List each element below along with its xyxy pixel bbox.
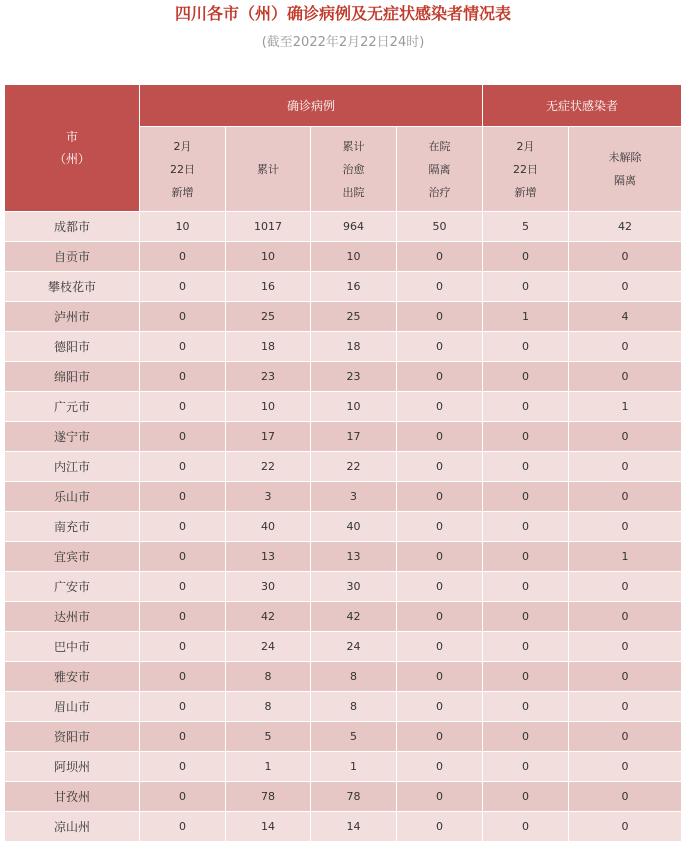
- table-row: [5, 662, 682, 692]
- table-row: [5, 242, 682, 272]
- col-hospital-header: [397, 127, 483, 212]
- col-asym-new-line2: 22日: [513, 162, 539, 176]
- cell-new: 0: [140, 572, 226, 602]
- cell-hospital: 0: [397, 242, 483, 272]
- col-recovered-line3: 出院: [342, 185, 365, 199]
- cell-city: 凉山州: [5, 812, 140, 842]
- cell-asym-iso: 0: [569, 752, 682, 782]
- cell-recovered: 18: [311, 332, 397, 362]
- cell-city: 阿坝州: [5, 752, 140, 782]
- cell-total: 14: [226, 812, 311, 842]
- table-row: [5, 782, 682, 812]
- cell-city: 资阳市: [5, 722, 140, 752]
- cell-recovered: 22: [311, 452, 397, 482]
- table-row: [5, 812, 682, 842]
- cell-hospital: 0: [397, 692, 483, 722]
- cell-asym-iso: 0: [569, 602, 682, 632]
- cell-hospital: 0: [397, 572, 483, 602]
- cell-new: 0: [140, 542, 226, 572]
- table-row: [5, 272, 682, 302]
- cell-total: 42: [226, 602, 311, 632]
- cell-asym-new: 0: [483, 242, 569, 272]
- case-table: [4, 84, 682, 842]
- col-new-line3: 新增: [171, 185, 194, 199]
- cell-total: 18: [226, 332, 311, 362]
- cell-city: 广安市: [5, 572, 140, 602]
- cell-asym-iso: 0: [569, 692, 682, 722]
- cell-asym-iso: 0: [569, 632, 682, 662]
- cell-hospital: 0: [397, 632, 483, 662]
- cell-asym-new: 0: [483, 482, 569, 512]
- cell-recovered: 10: [311, 242, 397, 272]
- cell-hospital: 0: [397, 332, 483, 362]
- table-row: [5, 692, 682, 722]
- col-asym-new-line1: 2月: [516, 139, 535, 153]
- col-new-line1: 2月: [173, 139, 192, 153]
- cell-total: 30: [226, 572, 311, 602]
- cell-city: 德阳市: [5, 332, 140, 362]
- cell-hospital: 0: [397, 782, 483, 812]
- cell-total: 40: [226, 512, 311, 542]
- cell-hospital: 0: [397, 452, 483, 482]
- cell-total: 16: [226, 272, 311, 302]
- cell-city: 广元市: [5, 392, 140, 422]
- cell-asym-new: 0: [483, 722, 569, 752]
- cell-new: 0: [140, 332, 226, 362]
- cell-new: 0: [140, 362, 226, 392]
- cell-new: 0: [140, 662, 226, 692]
- cell-recovered: 1: [311, 752, 397, 782]
- cell-hospital: 0: [397, 752, 483, 782]
- cell-city: 成都市: [5, 212, 140, 242]
- col-asym-iso-line1: 未解除: [608, 151, 642, 164]
- cell-asym-new: 0: [483, 602, 569, 632]
- cell-asym-new: 0: [483, 662, 569, 692]
- table-row: [5, 362, 682, 392]
- cell-total: 25: [226, 302, 311, 332]
- cell-asym-new: 0: [483, 392, 569, 422]
- col-asym-new-line3: 新增: [514, 185, 537, 199]
- cell-asym-iso: 0: [569, 572, 682, 602]
- col-recovered-line2: 治愈: [342, 162, 365, 176]
- cell-asym-iso: 1: [569, 392, 682, 422]
- table-body: [5, 212, 682, 842]
- cell-asym-new: 0: [483, 812, 569, 842]
- cell-asym-new: 0: [483, 422, 569, 452]
- cell-recovered: 13: [311, 542, 397, 572]
- cell-asym-iso: 0: [569, 512, 682, 542]
- cell-recovered: 14: [311, 812, 397, 842]
- table-row: [5, 482, 682, 512]
- cell-new: 0: [140, 782, 226, 812]
- cell-new: 0: [140, 242, 226, 272]
- cell-asym-iso: 0: [569, 242, 682, 272]
- cell-asym-iso: 4: [569, 302, 682, 332]
- col-new-line2: 22日: [170, 162, 195, 176]
- cell-asym-new: 0: [483, 362, 569, 392]
- city-header: [5, 85, 140, 212]
- col-total-header: 累计: [226, 127, 311, 212]
- cell-asym-iso: 0: [569, 722, 682, 752]
- cell-hospital: 0: [397, 302, 483, 332]
- table-row: [5, 392, 682, 422]
- cell-total: 78: [226, 782, 311, 812]
- cell-recovered: 40: [311, 512, 397, 542]
- cell-asym-new: 0: [483, 572, 569, 602]
- table-row: [5, 602, 682, 632]
- cell-city: 宜宾市: [5, 542, 140, 572]
- col-asym-isolation-header: [569, 127, 682, 212]
- table-row: [5, 332, 682, 362]
- cell-asym-new: 0: [483, 332, 569, 362]
- cell-total: 1: [226, 752, 311, 782]
- cell-recovered: 30: [311, 572, 397, 602]
- cell-hospital: 0: [397, 392, 483, 422]
- cell-city: 攀枝花市: [5, 272, 140, 302]
- cell-recovered: 8: [311, 662, 397, 692]
- cell-asym-iso: 1: [569, 542, 682, 572]
- cell-asym-new: 0: [483, 752, 569, 782]
- cell-hospital: 0: [397, 812, 483, 842]
- cell-hospital: 0: [397, 362, 483, 392]
- cell-new: 0: [140, 722, 226, 752]
- cell-total: 23: [226, 362, 311, 392]
- cell-hospital: 0: [397, 722, 483, 752]
- cell-recovered: 25: [311, 302, 397, 332]
- cell-asym-iso: 42: [569, 212, 682, 242]
- cell-recovered: 78: [311, 782, 397, 812]
- cell-city: 南充市: [5, 512, 140, 542]
- cell-total: 10: [226, 392, 311, 422]
- cell-new: 0: [140, 272, 226, 302]
- cell-asym-iso: 0: [569, 332, 682, 362]
- cell-city: 甘孜州: [5, 782, 140, 812]
- cell-city: 乐山市: [5, 482, 140, 512]
- cell-hospital: 0: [397, 422, 483, 452]
- page-subtitle: (截至2022年2月22日24时): [261, 35, 425, 50]
- cell-asym-iso: 0: [569, 452, 682, 482]
- cell-recovered: 24: [311, 632, 397, 662]
- confirmed-group-header: 确诊病例: [140, 85, 483, 127]
- cell-recovered: 42: [311, 602, 397, 632]
- table-row: [5, 752, 682, 782]
- asymptomatic-group-header: 无症状感染者: [483, 85, 682, 127]
- cell-new: 0: [140, 692, 226, 722]
- table-row: [5, 422, 682, 452]
- table-row: [5, 212, 682, 242]
- cell-city: 遂宁市: [5, 422, 140, 452]
- cell-total: 17: [226, 422, 311, 452]
- cell-asym-new: 0: [483, 692, 569, 722]
- col-recovered-header: [311, 127, 397, 212]
- cell-total: 1017: [226, 212, 311, 242]
- cell-total: 8: [226, 662, 311, 692]
- cell-asym-new: 1: [483, 302, 569, 332]
- cell-city: 雅安市: [5, 662, 140, 692]
- cell-asym-new: 0: [483, 632, 569, 662]
- table-row: [5, 542, 682, 572]
- table-row: [5, 302, 682, 332]
- city-header-line2: （州）: [53, 152, 90, 166]
- cell-asym-iso: 0: [569, 362, 682, 392]
- cell-hospital: 0: [397, 602, 483, 632]
- cell-new: 0: [140, 632, 226, 662]
- cell-new: 0: [140, 392, 226, 422]
- cell-asym-new: 0: [483, 272, 569, 302]
- cell-total: 5: [226, 722, 311, 752]
- cell-total: 8: [226, 692, 311, 722]
- col-asym-new-header: [483, 127, 569, 212]
- cell-total: 24: [226, 632, 311, 662]
- cell-total: 10: [226, 242, 311, 272]
- cell-asym-new: 5: [483, 212, 569, 242]
- cell-total: 13: [226, 542, 311, 572]
- cell-recovered: 23: [311, 362, 397, 392]
- cell-asym-new: 0: [483, 452, 569, 482]
- cell-asym-new: 0: [483, 782, 569, 812]
- col-hospital-line1: 在院: [428, 139, 451, 153]
- cell-recovered: 10: [311, 392, 397, 422]
- cell-city: 自贡市: [5, 242, 140, 272]
- cell-asym-iso: 0: [569, 482, 682, 512]
- cell-recovered: 16: [311, 272, 397, 302]
- cell-hospital: 0: [397, 272, 483, 302]
- cell-recovered: 8: [311, 692, 397, 722]
- cell-recovered: 5: [311, 722, 397, 752]
- cell-new: 10: [140, 212, 226, 242]
- cell-total: 3: [226, 482, 311, 512]
- cell-new: 0: [140, 452, 226, 482]
- cell-recovered: 964: [311, 212, 397, 242]
- cell-city: 内江市: [5, 452, 140, 482]
- cell-recovered: 3: [311, 482, 397, 512]
- cell-asym-iso: 0: [569, 422, 682, 452]
- cell-city: 泸州市: [5, 302, 140, 332]
- cell-asym-iso: 0: [569, 782, 682, 812]
- city-header-line1: 市: [65, 130, 78, 144]
- cell-asym-iso: 0: [569, 662, 682, 692]
- col-asym-iso-line2: 隔离: [614, 174, 637, 187]
- cell-recovered: 17: [311, 422, 397, 452]
- col-new-header: [140, 127, 226, 212]
- table-row: [5, 512, 682, 542]
- cell-city: 巴中市: [5, 632, 140, 662]
- cell-asym-new: 0: [483, 512, 569, 542]
- table-row: [5, 452, 682, 482]
- col-hospital-line3: 治疗: [428, 185, 451, 199]
- cell-new: 0: [140, 482, 226, 512]
- cell-asym-iso: 0: [569, 812, 682, 842]
- table-row: [5, 722, 682, 752]
- cell-hospital: 0: [397, 512, 483, 542]
- cell-new: 0: [140, 812, 226, 842]
- cell-city: 眉山市: [5, 692, 140, 722]
- cell-hospital: 0: [397, 482, 483, 512]
- cell-new: 0: [140, 422, 226, 452]
- cell-new: 0: [140, 512, 226, 542]
- cell-new: 0: [140, 302, 226, 332]
- cell-new: 0: [140, 602, 226, 632]
- col-recovered-line1: 累计: [342, 139, 365, 153]
- page-title: 四川各市（州）确诊病例及无症状感染者情况表: [174, 4, 511, 23]
- cell-asym-new: 0: [483, 542, 569, 572]
- col-hospital-line2: 隔离: [428, 162, 451, 176]
- cell-asym-iso: 0: [569, 272, 682, 302]
- cell-hospital: 0: [397, 662, 483, 692]
- table-row: [5, 632, 682, 662]
- table-row: [5, 572, 682, 602]
- cell-city: 达州市: [5, 602, 140, 632]
- cell-city: 绵阳市: [5, 362, 140, 392]
- cell-hospital: 50: [397, 212, 483, 242]
- cell-hospital: 0: [397, 542, 483, 572]
- cell-new: 0: [140, 752, 226, 782]
- cell-total: 22: [226, 452, 311, 482]
